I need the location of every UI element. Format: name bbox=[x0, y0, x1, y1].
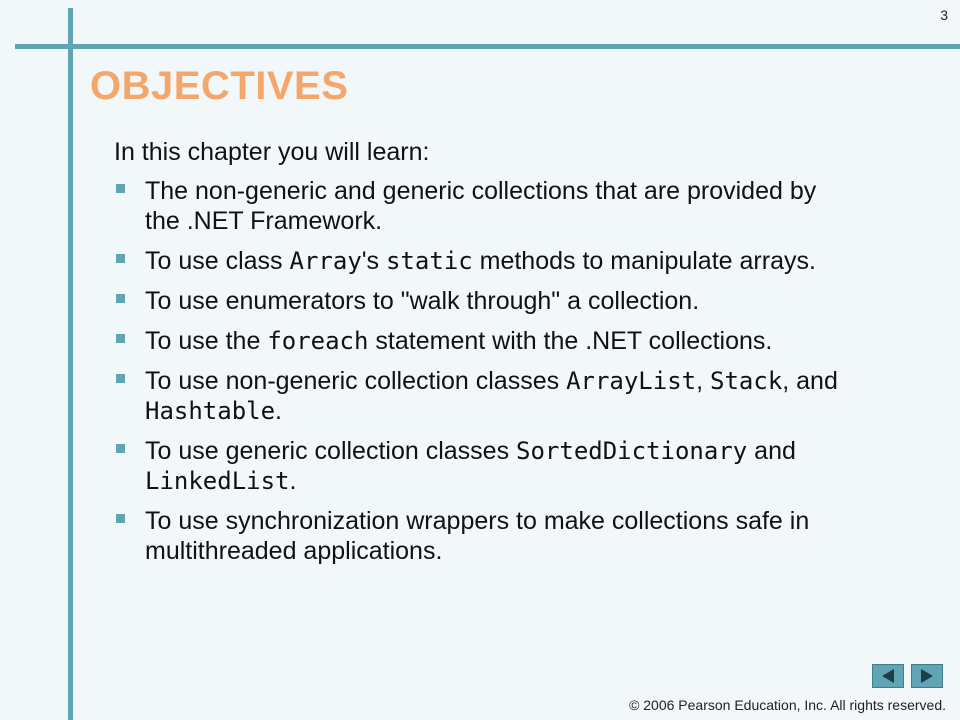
horizontal-rule bbox=[15, 44, 960, 49]
objective-text: The non-generic and generic collections that are provided by the .NET Framework. bbox=[145, 177, 817, 235]
vertical-rule bbox=[68, 8, 73, 720]
code-term: foreach bbox=[267, 327, 369, 355]
code-term: ArrayList bbox=[566, 367, 697, 395]
square-bullet-icon bbox=[116, 374, 125, 383]
objective-text: . bbox=[275, 397, 282, 425]
square-bullet-icon bbox=[116, 514, 125, 523]
objective-text: To use enumerators to "walk through" a collection. bbox=[145, 287, 700, 315]
objective-text: To use generic collection classes bbox=[145, 437, 517, 465]
page-number: 3 bbox=[940, 7, 948, 23]
slide-title: OBJECTIVES bbox=[90, 64, 349, 108]
objective-item bbox=[114, 246, 844, 276]
objective-text: 's bbox=[361, 247, 386, 275]
code-term: Array bbox=[289, 247, 362, 275]
objective-text: methods to manipulate arrays. bbox=[472, 247, 816, 275]
objective-text: and bbox=[747, 437, 796, 465]
square-bullet-icon bbox=[116, 254, 125, 263]
objective-item bbox=[114, 176, 844, 236]
objective-text: , bbox=[696, 367, 711, 395]
objective-item bbox=[114, 366, 844, 426]
code-term: Stack bbox=[710, 367, 783, 395]
code-term: LinkedList bbox=[145, 467, 290, 495]
previous-slide-button[interactable] bbox=[872, 664, 904, 688]
objective-text: statement with the .NET collections. bbox=[368, 327, 773, 355]
objectives-list bbox=[114, 176, 844, 576]
square-bullet-icon bbox=[116, 334, 125, 343]
objective-item bbox=[114, 436, 844, 496]
next-slide-button[interactable] bbox=[911, 664, 943, 688]
square-bullet-icon bbox=[116, 294, 125, 303]
intro-text: In this chapter you will learn: bbox=[114, 138, 430, 166]
objective-item bbox=[114, 506, 844, 566]
square-bullet-icon bbox=[116, 444, 125, 453]
objective-text: , and bbox=[782, 367, 838, 395]
left-arrow-icon bbox=[873, 665, 903, 687]
objective-text: To use class bbox=[145, 247, 290, 275]
objective-text: To use non-generic collection classes bbox=[145, 367, 567, 395]
right-arrow-icon bbox=[912, 665, 942, 687]
objective-item bbox=[114, 326, 844, 356]
code-term: static bbox=[385, 247, 473, 275]
code-term: SortedDictionary bbox=[516, 437, 748, 465]
objective-text: To use the bbox=[145, 327, 268, 355]
objective-text: To use synchronization wrappers to make collections safe in multithreaded applications. bbox=[145, 507, 810, 565]
copyright-footer: © 2006 Pearson Education, Inc. All rights reserved. bbox=[629, 697, 946, 713]
square-bullet-icon bbox=[116, 184, 125, 193]
code-term: Hashtable bbox=[145, 397, 276, 425]
objective-text: . bbox=[289, 467, 297, 495]
objective-item bbox=[114, 286, 844, 316]
